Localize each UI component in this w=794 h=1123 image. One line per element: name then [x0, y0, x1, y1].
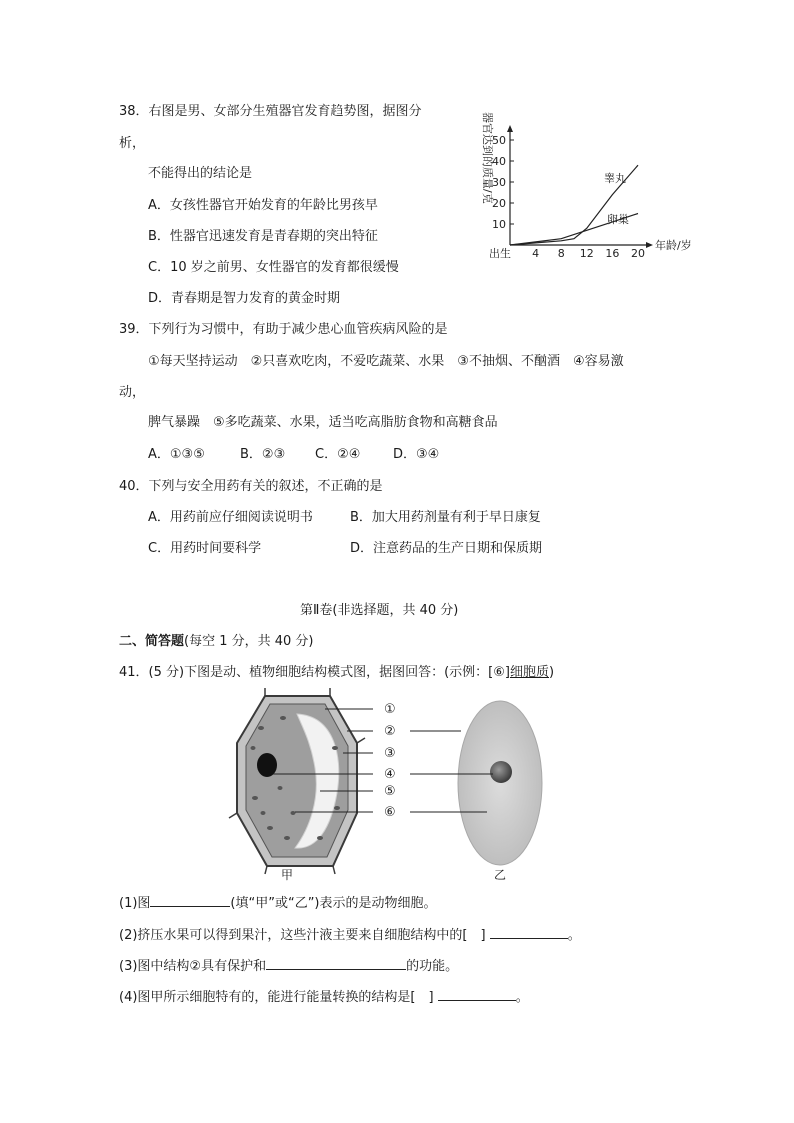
q39-items-line2: 动，	[119, 385, 146, 400]
q40-option-a: A．用药前应仔细阅读说明书	[148, 510, 313, 525]
x-tick-label: 4	[532, 247, 540, 260]
q38-option-a: A．女孩性器官开始发育的年龄比男孩早	[148, 198, 378, 213]
chart-xlabel: 年龄/岁	[655, 239, 692, 252]
q41-stem-end: )	[548, 665, 555, 680]
q41-sub2	[119, 925, 581, 945]
q40-stem: 40．下列与安全用药有关的叙述，不正确的是	[119, 479, 383, 494]
section2-title: 第Ⅱ卷(非选择题，共 40 分)	[300, 603, 459, 618]
caption-animal-cell: 乙	[494, 868, 507, 882]
q39-option-b: B．②③	[240, 447, 286, 462]
q41-stem-example: 细胞质	[509, 665, 549, 680]
y-tick-label: 40	[492, 155, 506, 168]
chart-ylabel: 器官达到的质量/克	[481, 112, 494, 204]
label-1: ①	[384, 702, 396, 717]
q41-sub3-blank[interactable]	[266, 956, 406, 970]
plant-cell	[229, 688, 365, 874]
animal-cell-body	[458, 701, 542, 865]
q39-option-a: A．①③⑤	[148, 447, 205, 462]
y-tick-label: 10	[492, 218, 506, 231]
x-tick-label: 12	[579, 247, 594, 260]
x-axis-arrow	[646, 242, 653, 248]
q41-stem: 41．(5 分)下图是动、植物细胞结构模式图，据图回答：(示例：[⑥]	[119, 665, 510, 680]
x-tick-label: 8	[557, 247, 565, 260]
y-tick-label: 50	[492, 134, 506, 147]
section2-heading-line	[119, 633, 314, 651]
section2-heading: 二、简答题	[119, 634, 185, 649]
q39-option-d: D．③④	[393, 447, 440, 462]
q41-stem-line	[119, 664, 554, 682]
q38-option-d: D．青春期是智力发育的黄金时期	[148, 291, 341, 306]
q41-sub2-text-end: 。	[567, 928, 581, 943]
x-tick-label: 出生	[489, 247, 511, 260]
y-tick-label: 30	[492, 176, 506, 189]
q38-option-b: B．性器官迅速发育是青春期的突出特征	[148, 229, 378, 244]
legend-testis: 睾丸	[604, 172, 626, 185]
y-tick-label: 20	[492, 197, 506, 210]
q41-sub4-blank[interactable]	[438, 987, 516, 1001]
y-axis-arrow	[507, 125, 513, 132]
label-4: ④	[384, 767, 396, 782]
q41-sub2-blank[interactable]	[490, 925, 568, 939]
q38-option-c: C．10 岁之前男、女性器官的发育都很缓慢	[148, 260, 399, 275]
organ-growth-chart	[460, 100, 710, 275]
q39-stem: 39．下列行为习惯中，有助于减少患心血管疾病风险的是	[119, 322, 448, 337]
q41-sub4-text: (4)图甲所示细胞特有的，能进行能量转换的结构是[ ]	[119, 990, 434, 1005]
animal-nucleus	[490, 761, 512, 783]
cell-structure-diagram	[225, 688, 545, 883]
legend-ovary: 卵巢	[607, 213, 629, 226]
section2-heading-note: (每空 1 分，共 40 分)	[184, 634, 314, 649]
q39-items-line3: 脾气暴躁 ⑤多吃蔬菜、水果，适当吃高脂肪食物和高糖食品	[148, 415, 498, 430]
label-6: ⑥	[384, 805, 396, 820]
q38-stem-line3: 不能得出的结论是	[148, 166, 253, 181]
q41-sub3	[119, 956, 458, 976]
q40-option-d: D．注意药品的生产日期和保质期	[350, 541, 543, 556]
x-tick-label: 16	[605, 247, 620, 260]
plant-nucleus	[257, 753, 277, 777]
caption-plant-cell: 甲	[281, 868, 294, 882]
q40-option-b: B．加大用药剂量有利于早日康复	[350, 510, 541, 525]
q41-sub4	[119, 987, 529, 1007]
q41-sub4-text-end: 。	[515, 990, 529, 1005]
label-5: ⑤	[384, 784, 396, 799]
q41-sub1-blank[interactable]	[150, 893, 230, 907]
label-2: ②	[384, 724, 396, 739]
q41-sub1-text: (1)图	[119, 896, 151, 911]
q38-stem-line2: 析，	[119, 136, 146, 151]
q38-stem-line1: 38．右图是男、女部分生殖器官发育趋势图，据图分	[119, 104, 422, 119]
q41-sub3-text: (3)图中结构②具有保护和	[119, 959, 267, 974]
q41-sub2-text: (2)挤压水果可以得到果汁，这些汁液主要来自细胞结构中的[ ]	[119, 928, 486, 943]
label-3: ③	[384, 746, 396, 761]
q41-sub1	[119, 893, 437, 913]
q41-sub3-text-end: 的功能。	[406, 959, 459, 974]
q41-sub1-text-end: (填“甲”或“乙”)表示的是动物细胞。	[230, 896, 437, 911]
q40-option-c: C．用药时间要科学	[148, 541, 262, 556]
q39-items-line1: ①每天坚持运动 ②只喜欢吃肉，不爱吃蔬菜、水果 ③不抽烟、不酗酒 ④容易激	[148, 354, 624, 369]
x-tick-label: 20	[631, 247, 645, 260]
q39-option-c: C．②④	[315, 447, 361, 462]
animal-cell	[458, 701, 542, 865]
